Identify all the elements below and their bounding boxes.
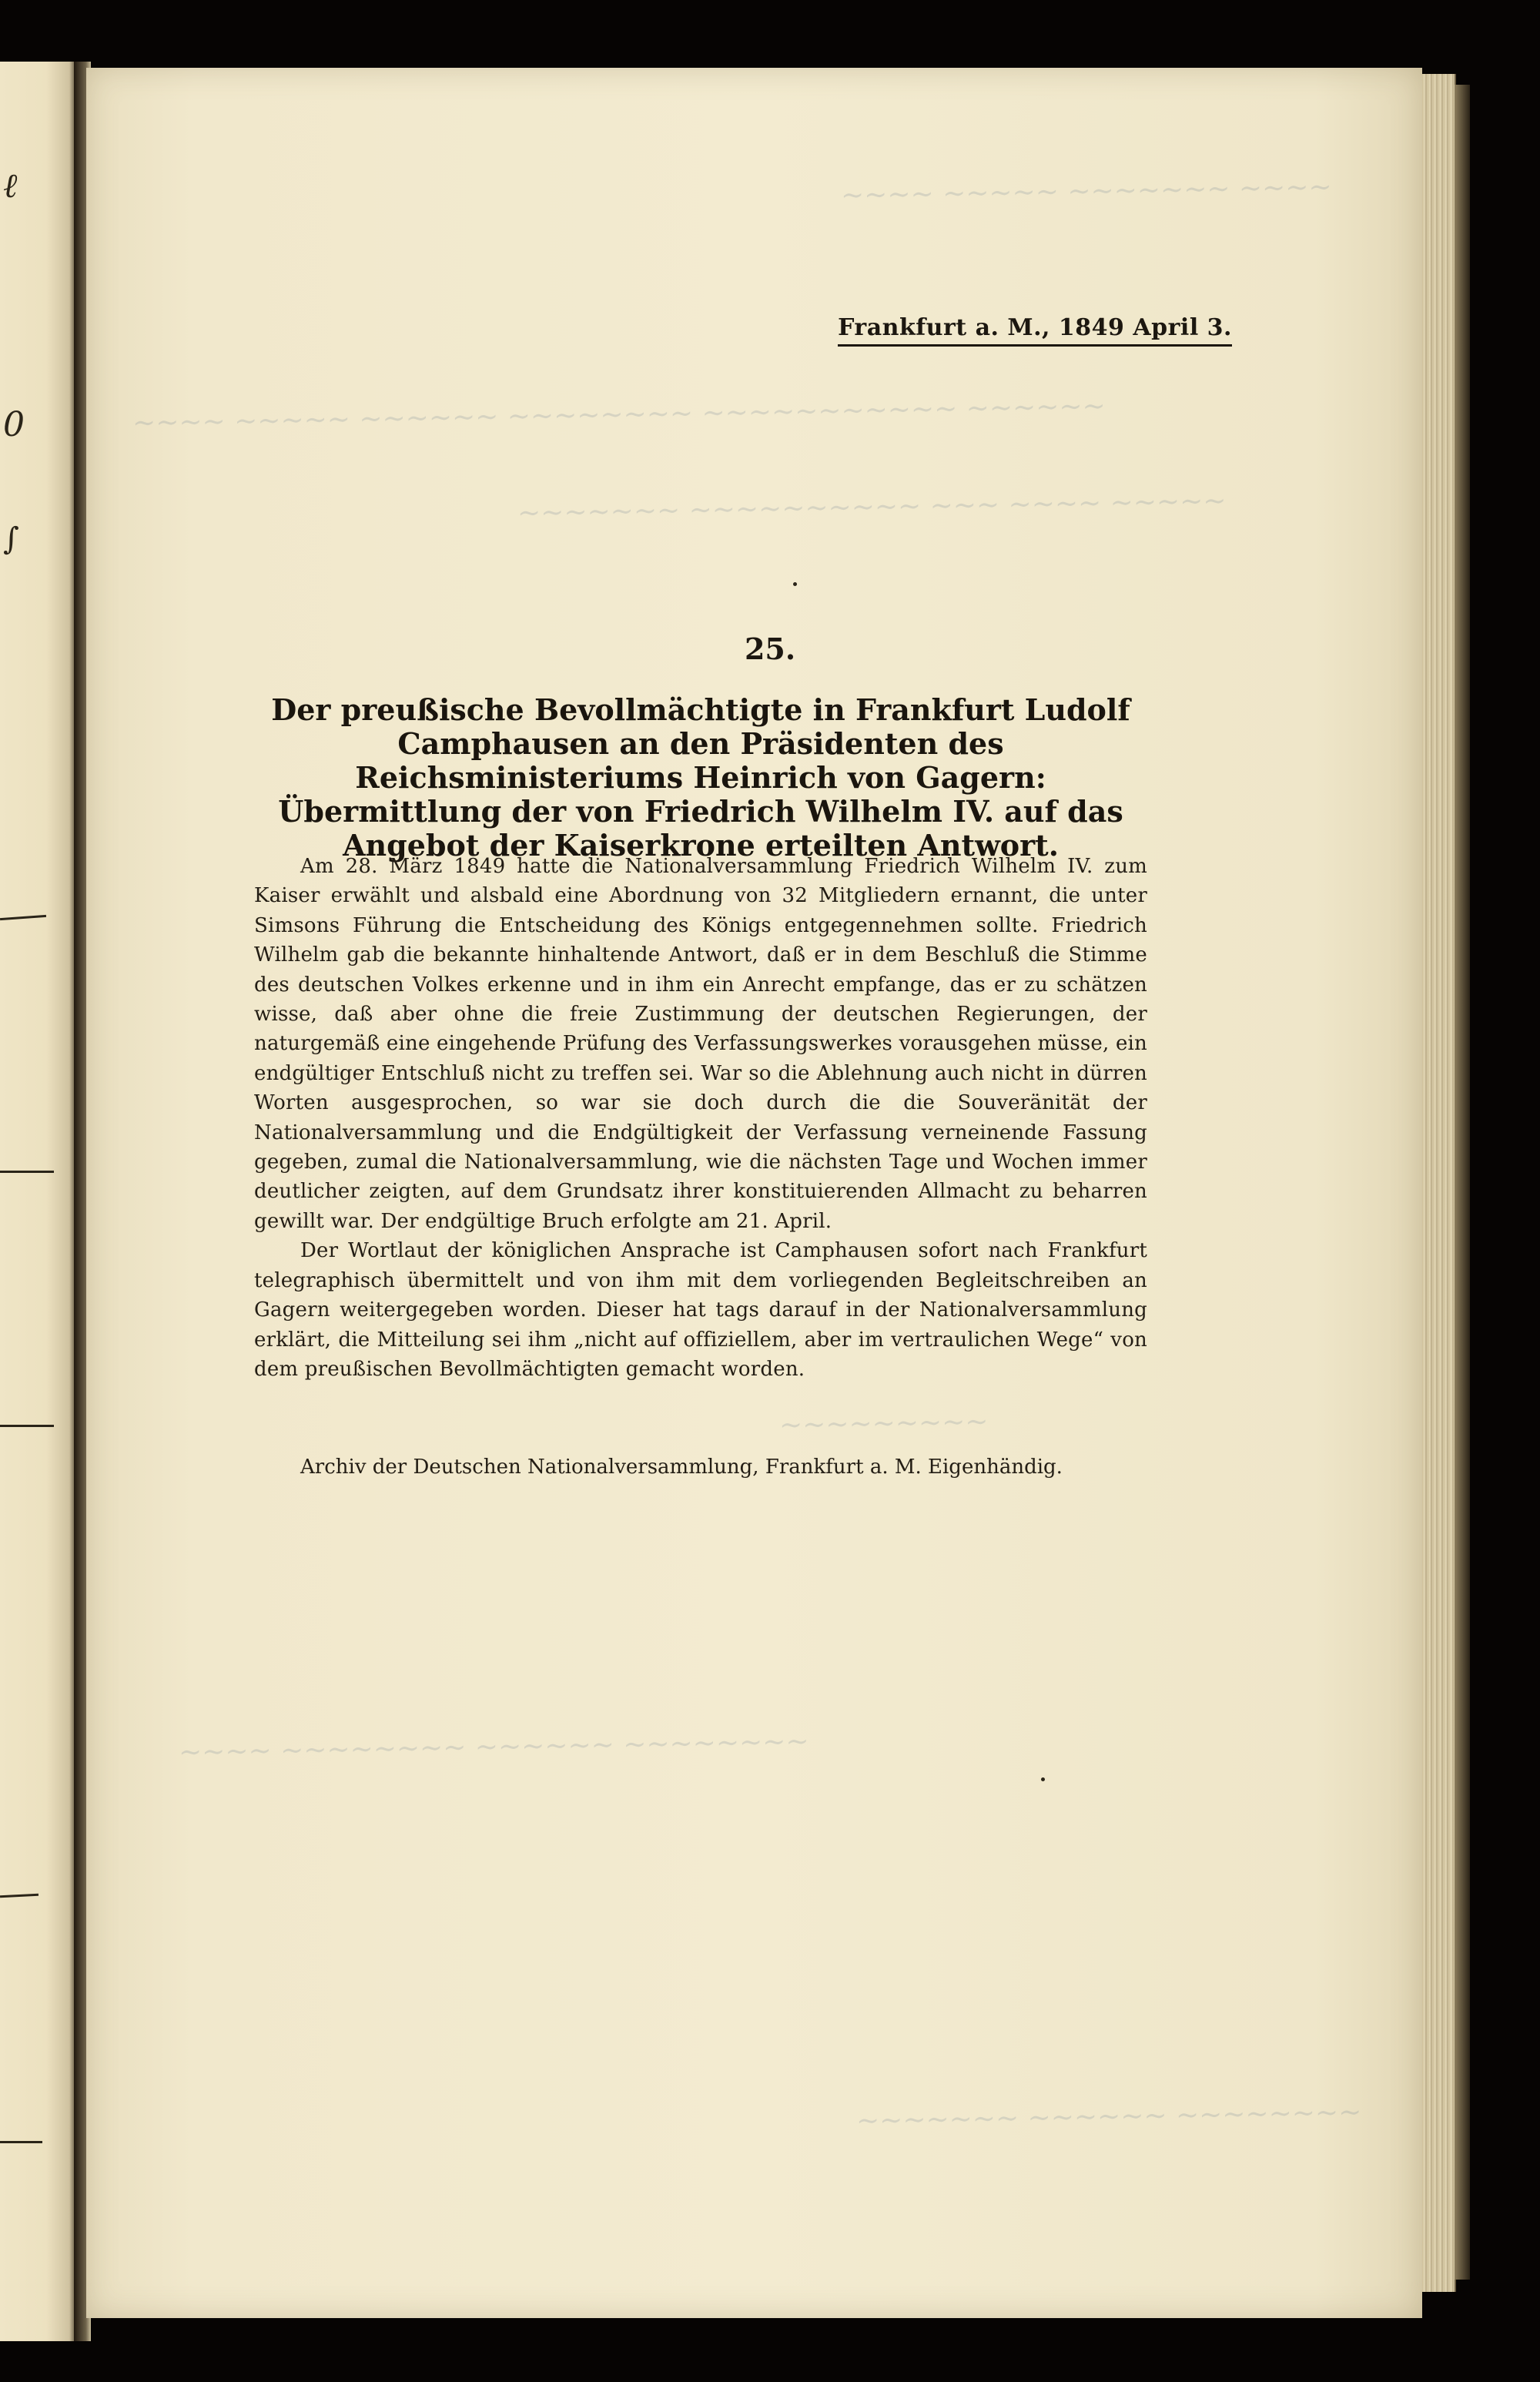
bleed-through-script: ~~~~~~~ ~~~~~~~~~~ ~~~ ~~~~ ~~~~~ <box>517 484 1227 530</box>
bleed-through-script: ~~~~~~~~~ <box>778 1405 989 1442</box>
document-body <box>254 852 1147 1384</box>
bleed-through-script: ~~~~~~~ ~~~~~~ ~~~~~~~~ <box>855 2096 1362 2137</box>
place-date-header: Frankfurt a. M., 1849 April 3. <box>838 314 1232 347</box>
bleed-through-script: ~~~~ ~~~~~ ~~~~~~~ ~~~~ <box>840 171 1332 212</box>
handwriting-mark <box>0 1171 54 1173</box>
page-stack-edge <box>1422 74 1456 2292</box>
body-paragraph: Der Wortlaut der königlichen Ansprache ist Camphausen sofort nach Frankfurt telegraphisch übermittelt und von ihm mit dem vorliegenden Begleitschreiben an Gagern weitergegeben worden. Dieser hat tags darauf in der Nationalversammlung erklärt, die Mitteilung sei ihm „nicht auf offiziellem, aber im vertraulichen Wege“ von dem preußischen Bevollmächtigten gemacht worden. <box>254 1239 1147 1381</box>
handwriting-mark <box>0 1894 38 1898</box>
bleed-through-script: ~~~~ ~~~~~ ~~~~~~ ~~~~~~~~ ~~~~~~~~~~~ ~~~~~~ <box>132 390 1106 440</box>
page-stack-shadow <box>1455 85 1470 2280</box>
handwriting-mark <box>0 915 46 920</box>
archive-source-note: Archiv der Deutschen Nationalversammlung, Frankfurt a. M. Eigenhändig. <box>300 1456 1063 1479</box>
body-paragraph: Am 28. März 1849 hatte die Nationalversammlung Friedrich Wilhelm IV. zum Kaiser erwählt und alsbald eine Abordnung von 32 Mitgliedern ernannt, die unter Simsons Führung die Entscheidung des Königs entgegennehmen sollte. Friedrich Wilhelm gab die bekannte hinhaltende Antwort, daß er in dem Beschluß die Stimme des deutschen Volkes erkenne und in ihm ein Anrecht empfange, das er zu schätzen wisse, daß aber ohne die freie Zustimmung der deutschen Regierungen, der naturgemäß eine eingehende Prüfung des Verfassungswerkes vorausgehen müsse, ein endgültiger Entschluß nicht zu treffen sei. War so die Ablehnung auch nicht in dürren Worten ausgesprochen, so war sie doch durch die die Souveränität der Nationalversammlung und die Endgültigkeit der Verfassung verneinende Fassung gegeben, zumal die Nationalversammlung, wie die nächsten Tage und Wochen immer deutlicher zeigten, auf dem Grundsatz ihrer konstituierenden Allmacht zu beharren gewillt war. Der endgültige Bruch erfolgte am 21. April. <box>254 855 1147 1233</box>
handwriting-mark: 0 <box>3 405 25 444</box>
ink-speck <box>1041 1777 1045 1781</box>
handwriting-mark: ∫ <box>3 521 19 557</box>
document-number: 25. <box>744 632 796 666</box>
handwriting-mark: ℓ <box>3 166 18 206</box>
facing-page-edge <box>0 62 77 2341</box>
document-title: Der preußische Bevollmächtigte in Frankfurt Ludolf Camphausen an den Präsidenten des Reichsministeriums Heinrich von Gagern: Übermittlung der von Friedrich Wilhelm IV. auf das Angebot der Kaiserkrone erteilten Antwort. <box>271 692 1130 863</box>
bleed-through-script: ~~~~ ~~~~~~~~ ~~~~~~ ~~~~~~~~ <box>178 1725 809 1769</box>
handwriting-mark <box>0 1425 54 1427</box>
handwriting-mark <box>0 2141 42 2143</box>
ink-speck <box>793 582 797 586</box>
